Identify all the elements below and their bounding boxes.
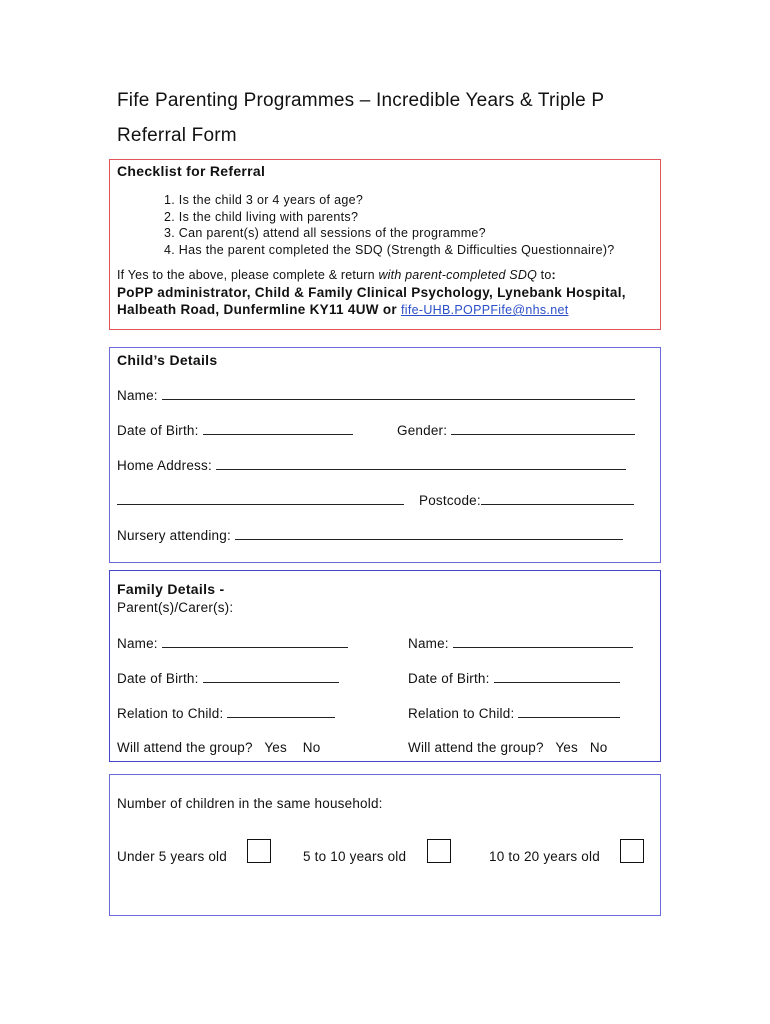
five-to-ten-label: 5 to 10 years old <box>303 849 407 864</box>
child-dob-field[interactable] <box>117 422 353 438</box>
parent2-relation-label: Relation to Child: <box>408 706 515 721</box>
parent1-name-line[interactable] <box>162 635 348 648</box>
parent1-name-label: Name: <box>117 636 158 651</box>
checklist-list <box>164 193 615 259</box>
parent2-dob-line[interactable] <box>494 670 620 683</box>
parent2-attend-no[interactable]: No <box>589 740 608 755</box>
parent1-attend-label: Will attend the group? <box>117 740 253 755</box>
child-address-line-2-blank[interactable] <box>117 492 404 505</box>
child-nursery-field[interactable] <box>117 527 623 543</box>
child-gender-field[interactable] <box>397 422 635 438</box>
checklist-item: 1. Is the child 3 or 4 years of age? <box>164 193 364 207</box>
address-line-1: PoPP administrator, Child & Family Clinical Psychology, Lynebank Hospital, <box>117 285 626 300</box>
child-heading: Child’s Details <box>117 352 218 368</box>
under5-label: Under 5 years old <box>117 849 227 864</box>
child-details-box <box>109 347 661 563</box>
parent2-attend-label: Will attend the group? <box>408 740 544 755</box>
child-name-line[interactable] <box>162 387 635 400</box>
address-text: Halbeath Road, Dunfermline KY11 4UW or <box>117 302 402 317</box>
parent1-attend-field <box>117 740 320 755</box>
form-subtitle: Referral Form <box>117 125 237 146</box>
child-address-label: Home Address: <box>117 458 212 473</box>
child-gender-line[interactable] <box>451 422 635 435</box>
checklist-item: 4. Has the parent completed the SDQ (Strength & Difficulties Questionnaire)? <box>164 242 615 257</box>
parent2-name-line[interactable] <box>453 635 633 648</box>
checklist-item: 3. Can parent(s) attend all sessions of the programme? <box>164 226 486 240</box>
child-postcode-label: Postcode: <box>419 493 481 508</box>
form-title: Fife Parenting Programmes – Incredible Years & Triple P <box>117 90 605 111</box>
child-postcode-field[interactable] <box>419 492 634 508</box>
parent2-name-field[interactable] <box>408 635 633 651</box>
checklist-item: 2. Is the child living with parents? <box>164 209 359 224</box>
child-address-field[interactable] <box>117 457 626 473</box>
family-heading: Family Details - <box>117 581 225 597</box>
five-to-ten-checkbox[interactable] <box>427 839 451 863</box>
return-instruction <box>117 268 556 282</box>
parent2-attend-field <box>408 740 608 755</box>
instruction-colon: : <box>551 268 556 282</box>
checklist-heading: Checklist for Referral <box>117 163 266 179</box>
parent1-dob-line[interactable] <box>203 670 339 683</box>
parent1-dob-field[interactable] <box>117 670 339 686</box>
child-nursery-line[interactable] <box>235 527 623 540</box>
child-nursery-label: Nursery attending: <box>117 528 231 543</box>
parent1-name-field[interactable] <box>117 635 348 651</box>
checklist-box <box>109 159 661 330</box>
child-name-label: Name: <box>117 388 158 403</box>
under5-checkbox[interactable] <box>247 839 271 863</box>
parent1-relation-label: Relation to Child: <box>117 706 224 721</box>
child-postcode-line[interactable] <box>481 492 634 505</box>
instruction-italic: with parent-completed SDQ <box>378 268 537 282</box>
parent1-relation-line[interactable] <box>227 705 335 718</box>
family-subheading: Parent(s)/Carer(s): <box>117 600 234 615</box>
parent2-name-label: Name: <box>408 636 449 651</box>
parent1-attend-yes[interactable]: Yes <box>264 740 287 755</box>
child-dob-line[interactable] <box>203 422 353 435</box>
child-name-field[interactable] <box>117 387 635 403</box>
child-address-line[interactable] <box>216 457 626 470</box>
ten-to-twenty-label: 10 to 20 years old <box>489 849 600 864</box>
email-link[interactable]: fife-UHB.POPPFife@nhs.net <box>401 303 569 317</box>
household-question: Number of children in the same household: <box>117 796 383 811</box>
parent2-attend-yes[interactable]: Yes <box>555 740 578 755</box>
parent1-relation-field[interactable] <box>117 705 335 721</box>
instruction-text: If Yes to the above, please complete & return <box>117 268 379 282</box>
child-address-line-2[interactable] <box>117 492 404 508</box>
family-details-box <box>109 570 661 762</box>
household-box <box>109 774 661 916</box>
child-gender-label: Gender: <box>397 423 448 438</box>
parent2-relation-field[interactable] <box>408 705 620 721</box>
parent2-dob-field[interactable] <box>408 670 620 686</box>
ten-to-twenty-checkbox[interactable] <box>620 839 644 863</box>
instruction-to: to <box>537 268 552 282</box>
parent2-dob-label: Date of Birth: <box>408 671 490 686</box>
parent1-attend-no[interactable]: No <box>302 740 321 755</box>
address-line-2 <box>117 302 568 317</box>
parent2-relation-line[interactable] <box>518 705 620 718</box>
child-dob-label: Date of Birth: <box>117 423 199 438</box>
parent1-dob-label: Date of Birth: <box>117 671 199 686</box>
